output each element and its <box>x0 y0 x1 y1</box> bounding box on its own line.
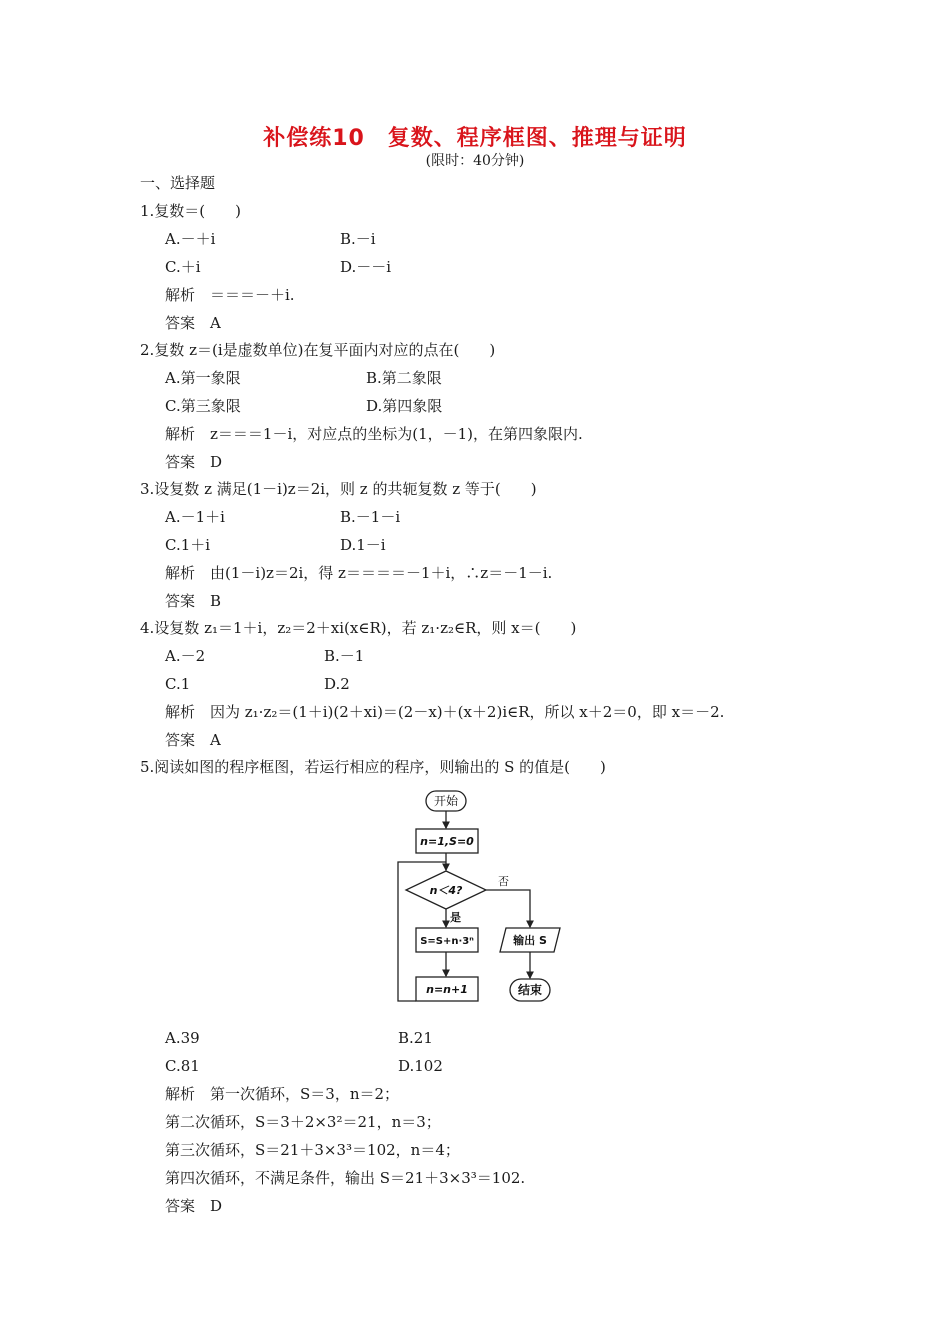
flow-update-s-label: S=S+n·3ⁿ <box>420 936 474 947</box>
flow-end-label: 结束 <box>517 983 543 997</box>
q5-option-a: A.39 <box>165 1029 200 1047</box>
q3-answer: 答案 B <box>165 592 222 610</box>
q4-option-d: D.2 <box>324 675 350 693</box>
page-title: 补偿练10 复数、程序框图、推理与证明 <box>263 126 687 151</box>
q1-stem: 1.复数＝( ) <box>140 202 242 220</box>
q4-option-a: A.－2 <box>165 647 206 665</box>
flow-yes-label: 是 <box>450 911 461 924</box>
flow-update-n-label: n=n+1 <box>426 983 468 996</box>
flow-init-label: n=1,S=0 <box>420 835 474 848</box>
q4-answer: 答案 A <box>165 731 221 749</box>
q1-option-c: C.＋i <box>165 258 201 276</box>
q2-option-b: B.第二象限 <box>366 369 442 387</box>
q2-option-a: A.第一象限 <box>165 369 241 387</box>
q5-analysis-line3: 第三次循环，S＝21＋3×3³＝102，n＝4； <box>165 1141 460 1159</box>
q5-option-b: B.21 <box>398 1029 433 1047</box>
q2-stem: 2.复数 z＝(i是虚数单位)在复平面内对应的点在( ) <box>140 341 496 359</box>
flow-no-label: 否 <box>498 875 509 888</box>
q3-option-a: A.－1＋i <box>165 508 225 526</box>
q1-option-a: A.－＋i <box>165 230 216 248</box>
q5-option-c: C.81 <box>165 1057 200 1075</box>
section-heading: 一、选择题 <box>140 174 216 192</box>
program-flowchart <box>390 786 580 1018</box>
q3-stem: 3.设复数 z 满足(1－i)z＝2i，则 z 的共轭复数 z 等于( ) <box>140 480 537 498</box>
q5-analysis-line1: 解析 第一次循环，S＝3，n＝2； <box>165 1085 400 1103</box>
q4-stem: 4.设复数 z₁＝1＋i，z₂＝2＋xi(x∈R)，若 z₁·z₂∈R，则 x＝( ) <box>140 619 577 637</box>
q1-answer: 答案 A <box>165 314 221 332</box>
flow-output-label: 输出 S <box>513 934 547 947</box>
q2-analysis: 解析 z＝＝＝1－i，对应点的坐标为(1，－1)，在第四象限内. <box>165 425 583 443</box>
q3-analysis: 解析 由(1－i)z＝2i，得 z＝＝＝＝－1＋i，∴z＝－1－i. <box>165 564 553 582</box>
q5-analysis-line2: 第二次循环，S＝3＋2×3²＝21，n＝3； <box>165 1113 441 1131</box>
q3-option-b: B.－1－i <box>340 508 401 526</box>
q4-option-c: C.1 <box>165 675 191 693</box>
q3-option-c: C.1＋i <box>165 536 211 554</box>
q3-option-d: D.1－i <box>340 536 386 554</box>
q4-option-b: B.－1 <box>324 647 365 665</box>
q2-answer: 答案 D <box>165 453 223 471</box>
q1-option-b: B.－i <box>340 230 376 248</box>
flow-no-branch <box>486 890 530 927</box>
flow-condition-label: n＜4? <box>429 884 463 897</box>
q5-option-d: D.102 <box>398 1057 443 1075</box>
q2-option-c: C.第三象限 <box>165 397 241 415</box>
q5-stem: 5.阅读如图的程序框图，若运行相应的程序，则输出的 S 的值是( ) <box>140 758 606 776</box>
q2-option-d: D.第四象限 <box>366 397 443 415</box>
q1-analysis: 解析 ＝＝＝－＋i. <box>165 286 295 304</box>
time-limit: (限时：40分钟) <box>425 153 525 169</box>
flow-start-label: 开始 <box>433 794 459 808</box>
q5-analysis-line4: 第四次循环，不满足条件，输出 S＝21＋3×3³＝102. <box>165 1169 526 1187</box>
q5-answer: 答案 D <box>165 1197 223 1215</box>
q4-analysis: 解析 因为 z₁·z₂＝(1＋i)(2＋xi)＝(2－x)＋(x＋2)i∈R，所以 x＋2＝0，即 x＝－2. <box>165 703 725 721</box>
q1-option-d: D.－－i <box>340 258 392 276</box>
